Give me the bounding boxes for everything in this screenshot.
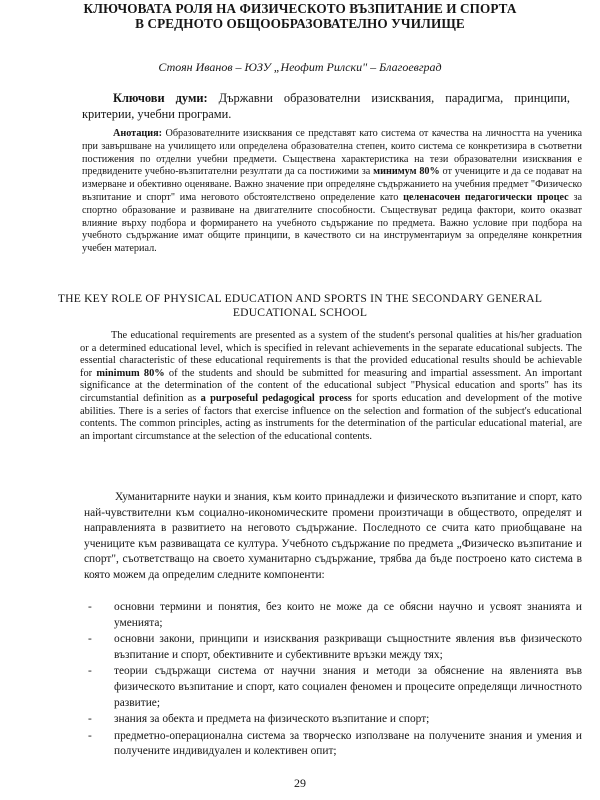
bullet-mark: - <box>88 601 92 613</box>
page-number: 29 <box>294 776 306 790</box>
list-item-text: предметно-операционална система за творческо използване на получените знания и умения и получените индивидуален и колективен опит; <box>114 729 582 758</box>
abstract-bulgarian <box>82 128 582 256</box>
keywords-text: Държавни образователни изисквания, парадигма, принципи, критерии, учебни програми. <box>82 91 570 121</box>
english-title <box>20 292 580 320</box>
abstract-en-bold-2: a purposeful pedagogical process <box>200 392 352 404</box>
abstract-en-part-2: of the students and should be submitted for measuring and impartial assessment. An important significance at the determination of the content of the educational subject "Physical education and sports" has its circumstantial definition as <box>80 367 582 404</box>
abstract-bg-part-1: Образователните изисквания се представят като система от качества на личността на ученика при завършване на училището или определена образователна степен, които система се конкретизира в съответни постижения по отделни учебни предмети. Съществена характеристика на тези образователни изисквания е предвидените учебно-възпитателни резултати да са постижими за <box>82 128 582 178</box>
abstract-bg-bold-1: минимум 80% <box>373 166 440 178</box>
list-item <box>84 712 582 728</box>
bullet-mark: - <box>88 729 92 742</box>
english-title-line-2: EDUCATIONAL SCHOOL <box>232 306 368 319</box>
abstract-en-bold-1: minimum 80% <box>96 367 165 379</box>
list-item <box>84 729 582 760</box>
list-item <box>84 632 582 663</box>
abstract-bg-part-3: за спортно образование и развиване на двигателните способности. Съществуват редица фактори, които оказват влияние върху подбора и формирането на учебното съдържание по предмета. Важно условие при подбора на учебното съдържание имат общите принципи, в качеството си на инструментариум за определяне конкретния учебен материал. <box>82 191 582 255</box>
bullet-mark: - <box>88 713 92 726</box>
list-item <box>84 664 582 711</box>
abstract-label: Анотация: <box>113 128 163 139</box>
title-line-2: В СРЕДНОТО ОБЩООБРАЗОВАТЕЛНО УЧИЛИЩЕ <box>135 16 465 31</box>
list-item-text: основни термини и понятия, без които не може да се обясни научно и усвоят знанията и уменията; <box>114 601 582 629</box>
list-item-text: основни закони, принципи и изисквания разкриващи същностните явления във физическото възпитание и спорт, обективните и субективните връзки между тях; <box>114 633 582 661</box>
list-item-text: теории съдържащи система от научни знания и методи за обяснение на явленията във физическото възпитание и спорт, като социален феномен и процесите определящи личностното развитие; <box>114 665 582 709</box>
abstract-english <box>80 330 582 443</box>
abstract-bg-bold-2: целенасочен педагогически процес <box>403 191 569 203</box>
abstract-en-part-3: for sports education and development of the motive abilities. There is a series of factors that exercise influence on the selection and formation of the subject's educational contents. The common principles, acting as instruments for the determination of the particular educational material, are an important circumstance at the selection of the educational contents. <box>80 392 582 442</box>
title-line-1: КЛЮЧОВАТА РОЛЯ НА ФИЗИЧЕСКОТО ВЪЗПИТАНИЕ И СПОРТА <box>83 1 517 16</box>
body-paragraph: Хуманитарните науки и знания, към които принадлежи и физическото възпитание и спорт, като най-чувствителни към социално-икономическите промени произтичащи в обществото, определят и направленията в развитието на неговото съдържание. Последното се счита като приобщаване на учениците към развиващата се култура. Учебното съдържание по предмета „Физическо възпитание и спорт", съответстващо на своето хуманитарно съдържание, трябва да бъде построено като система в която можем да определим следните компоненти: <box>84 491 582 581</box>
english-title-line-1: THE KEY ROLE OF PHYSICAL EDUCATION AND SPORTS IN THE SECONDARY GENERAL <box>57 292 543 305</box>
list-item-text: знания за обекта и предмета на физическото възпитание и спорт; <box>114 713 430 726</box>
keywords-label: Ключови думи: <box>113 91 208 105</box>
bullet-mark: - <box>88 665 92 678</box>
components-list <box>84 600 582 761</box>
list-item <box>84 600 582 631</box>
bullet-mark: - <box>88 633 92 646</box>
abstract-bg-part-2: от учениците и да се подават на измерване и обективно оценяване. Важно значение при определяне съдържанието на учебния предмет "Физическо възпитание и спорт" има неговото обстоятелствено определение като <box>82 166 583 203</box>
keywords-paragraph <box>82 90 570 122</box>
paper-title <box>40 1 560 31</box>
abstract-en-part-1: The educational requirements are presented as a system of the student's personal qualities at his/her graduation or a determined educational level, which is specified in relevant achievements in the separate educational subjects. The essential characteristic of these educational requirements is that the provided educational results should be achievable for <box>80 330 582 379</box>
author-line: Стоян Иванов – ЮЗУ „Неофит Рилски" – Благоевград <box>158 60 442 74</box>
